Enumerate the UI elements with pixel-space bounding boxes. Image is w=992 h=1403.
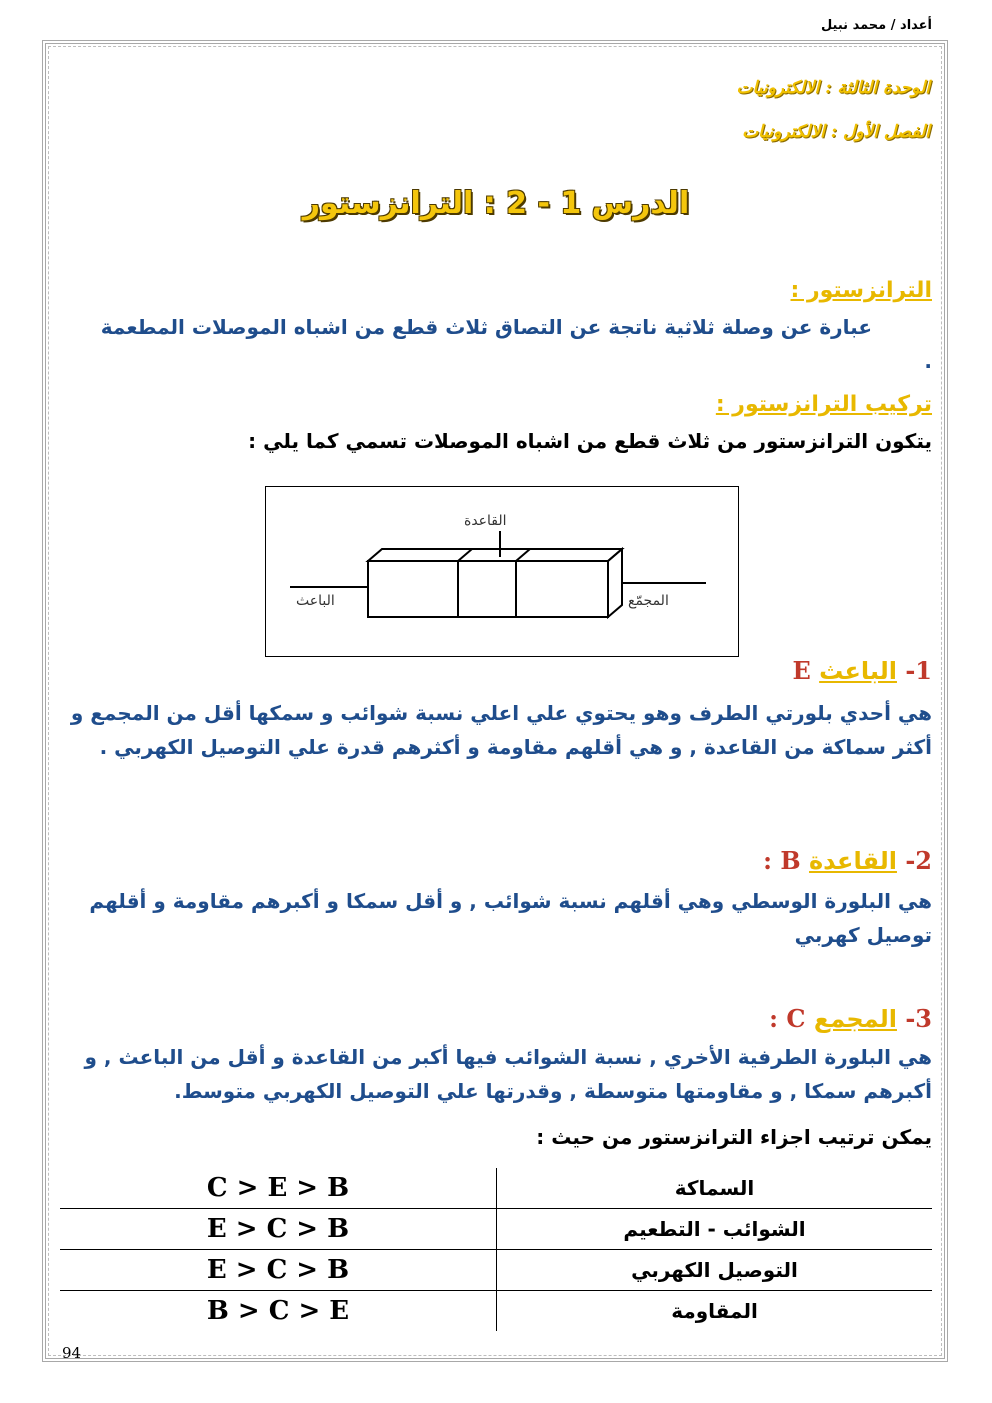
emitter-text: هي أحدي بلورتي الطرف وهو يحتوي علي اعلي نسبة شوائب و سمكها أقل من المجمع و أكثر سماكة من القاعدة , و هي أقلهم مقاومة و أكثرهم قدرة علي التوصيل الكهربي . [70,701,932,759]
definition-text: عبارة عن وصلة ثلاثية ناتجة عن التصاق ثلاث قطع من اشباه الموصلات المطعمة . [100,315,932,373]
collector-text: هي البلورة الطرفية الأخري , نسبة الشوائب فيها أكبر من القاعدة و أقل من الباعث , و أكبرهم سمكا , و مقاومتها متوسطة , وقدرتها علي التوصيل الكهربي متوسط. [84,1045,932,1103]
ordering-table [60,1168,932,1331]
author-label: أعداد / محمد نبيل [820,18,932,33]
block-front [368,561,608,617]
collector-label: المجمّع [628,593,669,609]
property-cell: السماكة [497,1168,933,1209]
transistor-diagram [265,486,739,657]
collector-symbol: C : [769,1004,806,1033]
table-row [60,1291,932,1332]
block-side [608,549,622,617]
lesson-title: الدرس 1 - 2 : الترانزستور [302,186,690,221]
order-cell: C > E > B [60,1168,497,1209]
emitter-symbol: E [792,656,811,685]
order-cell: B > C > E [60,1291,497,1332]
divider-right-top [516,549,530,561]
base-number: 2- [905,846,932,875]
emitter-heading [792,656,932,685]
block-top [368,549,622,561]
order-cell: E > C > B [60,1209,497,1250]
collector-number: 3- [905,1004,932,1033]
emitter-number: 1- [905,656,932,685]
order-cell: E > C > B [60,1250,497,1291]
base-label: القاعدة [464,513,507,529]
structure-text: يتكون الترانزستور من ثلاث قطع من اشباه الموصلات تسمي كما يلي : [248,429,932,453]
collector-heading [769,1004,932,1033]
table-row [60,1168,932,1209]
base-text: هي البلورة الوسطي وهي أقلهم نسبة شوائب , و أقل سمكا و أكبرهم مقاومة و أقلهم توصيل كهربي [89,889,932,947]
unit-title: الوحدة الثالثة : الالكترونيات [736,78,930,98]
table-row [60,1250,932,1291]
property-cell: التوصيل الكهربي [497,1250,933,1291]
property-cell: المقاومة [671,1299,758,1323]
definition-heading: الترانزستور : [790,278,932,303]
table-row [60,1209,932,1250]
divider-left-top [458,549,472,561]
base-symbol: B : [763,846,801,875]
chapter-title: الفصل الأول : الالكترونيات [742,122,930,142]
property-cell: الشوائب - التطعيم [497,1209,933,1250]
emitter-name: الباعث [819,657,897,685]
base-name: القاعدة [809,847,897,875]
page-number: 94 [62,1344,82,1362]
collector-name: المجمع [813,1005,897,1033]
ordering-intro: يمكن ترتيب اجزاء الترانزستور من حيث : [536,1125,932,1149]
structure-heading: تركيب الترانزستور : [715,392,932,417]
emitter-label: الباعث [296,593,335,609]
base-heading [763,846,932,875]
